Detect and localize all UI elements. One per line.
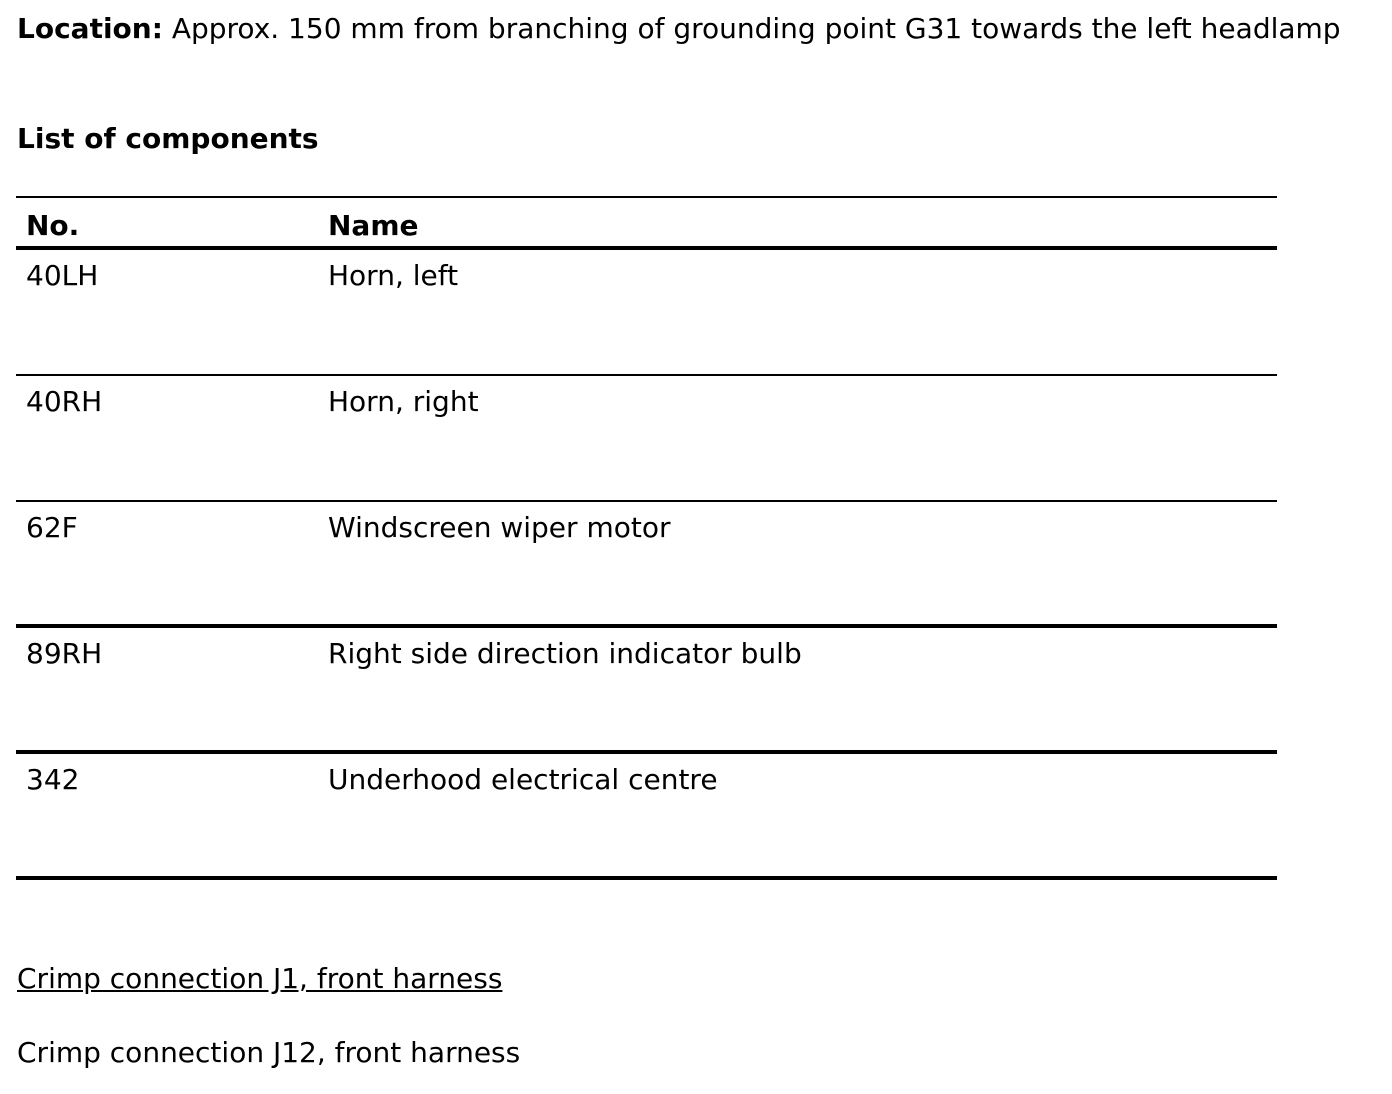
table-header — [16, 196, 1277, 250]
location-label: Location: — [17, 12, 163, 45]
row-name: Horn, right — [328, 385, 479, 418]
row-no: 40LH — [26, 259, 99, 292]
table-row — [16, 628, 1277, 754]
table-row — [16, 250, 1277, 376]
location-line — [17, 11, 1341, 47]
row-no: 342 — [26, 763, 80, 796]
row-no: 62F — [26, 511, 78, 544]
components-table — [16, 196, 1277, 880]
table-row — [16, 754, 1277, 880]
row-name: Underhood electrical centre — [328, 763, 718, 796]
header-no: No. — [26, 209, 80, 242]
crimp-j1-link[interactable]: Crimp connection J1, front harness — [17, 962, 503, 995]
row-name: Right side direction indicator bulb — [328, 637, 802, 670]
crimp-j12-text: Crimp connection J12, front harness — [17, 1036, 521, 1069]
components-heading: List of components — [17, 122, 319, 155]
location-text: Approx. 150 mm from branching of grounding point G31 towards the left headlamp — [162, 12, 1341, 45]
row-no: 89RH — [26, 637, 103, 670]
header-name: Name — [328, 209, 419, 242]
row-name: Windscreen wiper motor — [328, 511, 671, 544]
table-row — [16, 502, 1277, 628]
table-row — [16, 376, 1277, 502]
row-name: Horn, left — [328, 259, 459, 292]
row-no: 40RH — [26, 385, 103, 418]
